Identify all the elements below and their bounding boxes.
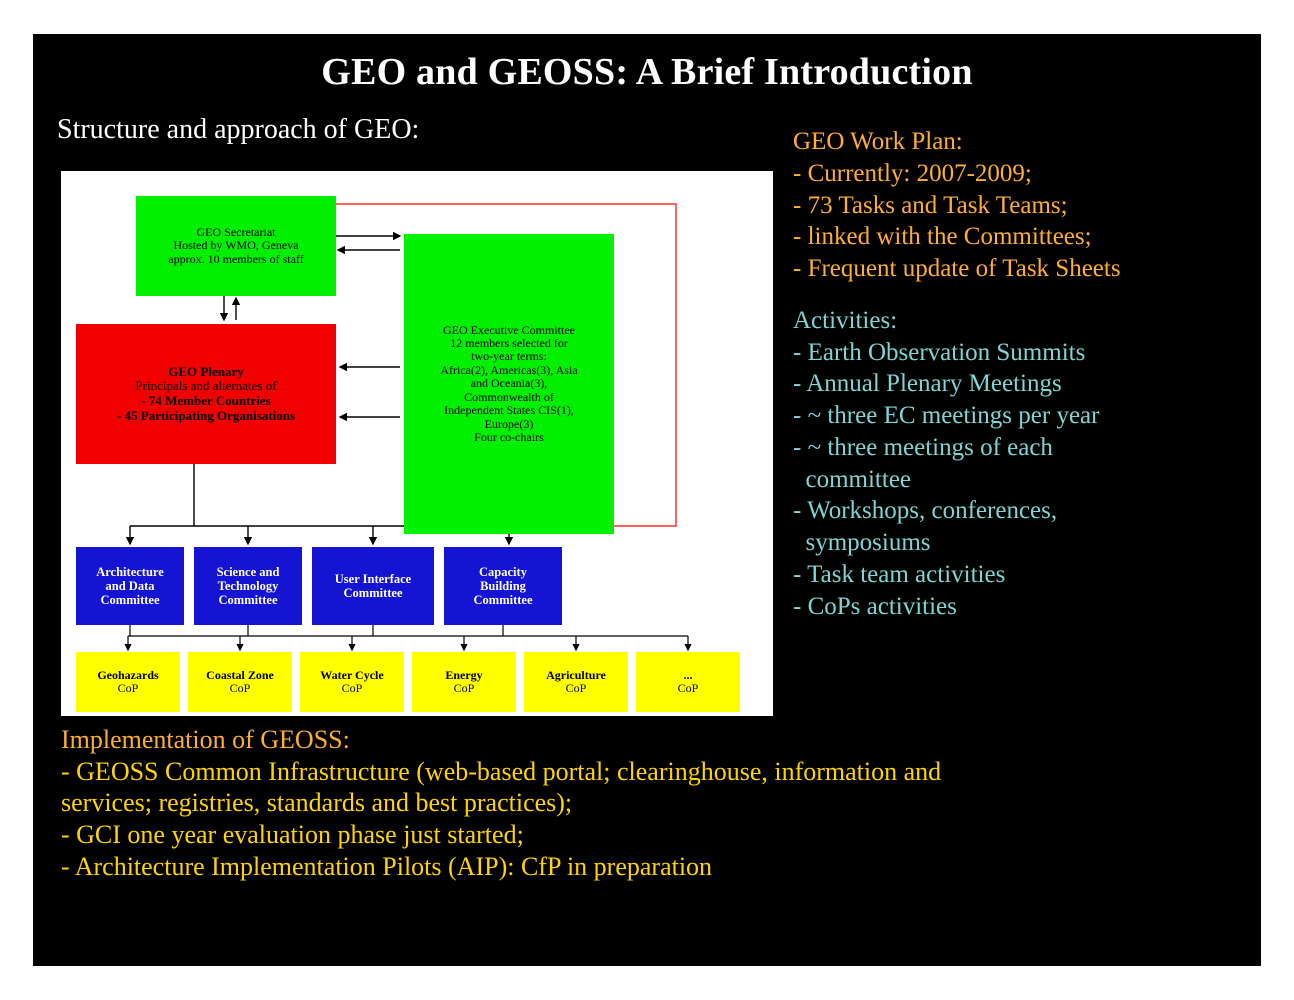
activities-item-3: - ~ three EC meetings per year	[793, 402, 1100, 429]
implementation-heading: Implementation of GEOSS:	[61, 725, 350, 754]
work-plan-item-3: - linked with the Committees;	[793, 223, 1092, 251]
work-plan-item-1: - Currently: 2007-2009;	[793, 159, 1032, 187]
exec-line-8: Europe(3)	[484, 416, 534, 431]
implementation-line-3: - GCI one year evaluation phase just started;	[61, 820, 524, 850]
committee-2-line-2: Technology	[217, 579, 279, 593]
node-cop-agriculture	[524, 652, 628, 712]
committee-1-line-3: Committee	[100, 593, 160, 607]
node-cop-geohazards	[76, 652, 180, 712]
exec-line-7: Independent States CIS(1),	[444, 403, 574, 418]
geo-structure-diagram	[61, 171, 773, 716]
plenary-line-4: - 45 Participating Organisations	[116, 407, 296, 423]
activities-item-2: - Annual Plenary Meetings	[793, 370, 1062, 398]
cop-1-line-2: CoP	[117, 681, 139, 695]
work-plan-item-2: - 73 Tasks and Task Teams;	[793, 191, 1068, 219]
page-title: GEO and GEOSS: A Brief Introduction	[321, 51, 973, 93]
implementation-block	[61, 724, 1231, 883]
exec-line-6: Commonwealth of	[464, 389, 554, 404]
exec-line-4: Africa(2), Americas(3), Asia	[440, 362, 578, 377]
right-column	[793, 126, 1249, 622]
cop-3-line-2: CoP	[341, 681, 363, 695]
slide	[33, 34, 1261, 966]
secretariat-line-3: approx. 10 members of staff	[168, 251, 304, 266]
secretariat-line-1: GEO Secretariat	[196, 224, 276, 239]
implementation-line-4: - Architecture Implementation Pilots (AIP): CfP in preparation	[61, 851, 713, 881]
activities-item-7: symposiums	[793, 529, 931, 556]
committee-4-line-3: Committee	[473, 593, 533, 607]
activities-item-9: - CoPs activities	[793, 592, 957, 620]
spacer	[793, 285, 1249, 305]
node-geo-plenary	[76, 324, 336, 464]
activities-item-5: committee	[793, 465, 912, 493]
committee-1-line-2: and Data	[105, 579, 155, 593]
exec-line-3: two-year terms:	[471, 349, 547, 364]
node-committee-capacity-building	[444, 547, 562, 625]
activities-heading: Activities:	[793, 306, 898, 334]
cop-2-line-1: Coastal Zone	[206, 667, 274, 682]
activities-item-1: - Earth Observation Summits	[793, 338, 1086, 366]
plenary-line-2: Principals and alternates of	[135, 378, 277, 394]
node-committee-architecture-and-data	[76, 547, 184, 625]
committee-4-line-1: Capacity	[479, 565, 527, 579]
committee-3-line-2: Committee	[343, 586, 403, 600]
committee-3-line-1: User Interface	[334, 572, 412, 586]
node-committee-science-and-technology	[194, 547, 302, 625]
cop-5-line-2: CoP	[565, 681, 587, 695]
activities-item-8: - Task team activities	[793, 560, 1006, 588]
cop-3-line-1: Water Cycle	[320, 667, 384, 682]
cop-4-line-1: Energy	[445, 667, 483, 682]
node-cop-other	[636, 652, 740, 712]
cop-2-line-2: CoP	[229, 681, 251, 695]
activities-item-4: - ~ three meetings of each	[793, 433, 1053, 461]
cop-6-line-2: CoP	[677, 681, 699, 695]
plenary-line-3: - 74 Member Countries	[141, 393, 271, 408]
node-cop-coastal-zone	[188, 652, 292, 712]
cop-6-line-1: ...	[683, 667, 693, 682]
work-plan-item-4: - Frequent update of Task Sheets	[793, 255, 1121, 282]
exec-line-5: and Oceania(3),	[470, 376, 548, 391]
exec-line-9: Four co-chairs	[474, 430, 544, 445]
node-cop-energy	[412, 652, 516, 712]
committee-2-line-3: Committee	[218, 593, 278, 607]
node-geo-executive-committee	[404, 234, 614, 534]
plenary-line-1: GEO Plenary	[168, 363, 244, 379]
exec-line-2: 12 members selected for	[450, 335, 568, 350]
committee-1-line-1: Architecture	[96, 565, 164, 579]
structure-heading: Structure and approach of GEO:	[57, 114, 420, 145]
work-plan-heading: GEO Work Plan:	[793, 128, 963, 155]
implementation-line-2: services; registries, standards and best practices);	[61, 788, 573, 818]
cop-1-line-1: Geohazards	[97, 667, 159, 682]
cop-4-line-2: CoP	[453, 681, 475, 695]
node-committee-user-interface	[312, 547, 434, 625]
exec-line-1: GEO Executive Committee	[443, 322, 575, 337]
node-cop-water-cycle	[300, 652, 404, 712]
committee-2-line-1: Science and	[216, 565, 280, 579]
committee-4-line-2: Building	[480, 579, 526, 593]
cop-5-line-1: Agriculture	[546, 667, 606, 682]
activities-item-6: - Workshops, conferences,	[793, 497, 1058, 525]
node-geo-secretariat	[136, 196, 336, 296]
implementation-line-1: - GEOSS Common Infrastructure (web-based portal; clearinghouse, information and	[61, 756, 942, 786]
secretariat-line-2: Hosted by WMO, Geneva	[173, 238, 299, 253]
